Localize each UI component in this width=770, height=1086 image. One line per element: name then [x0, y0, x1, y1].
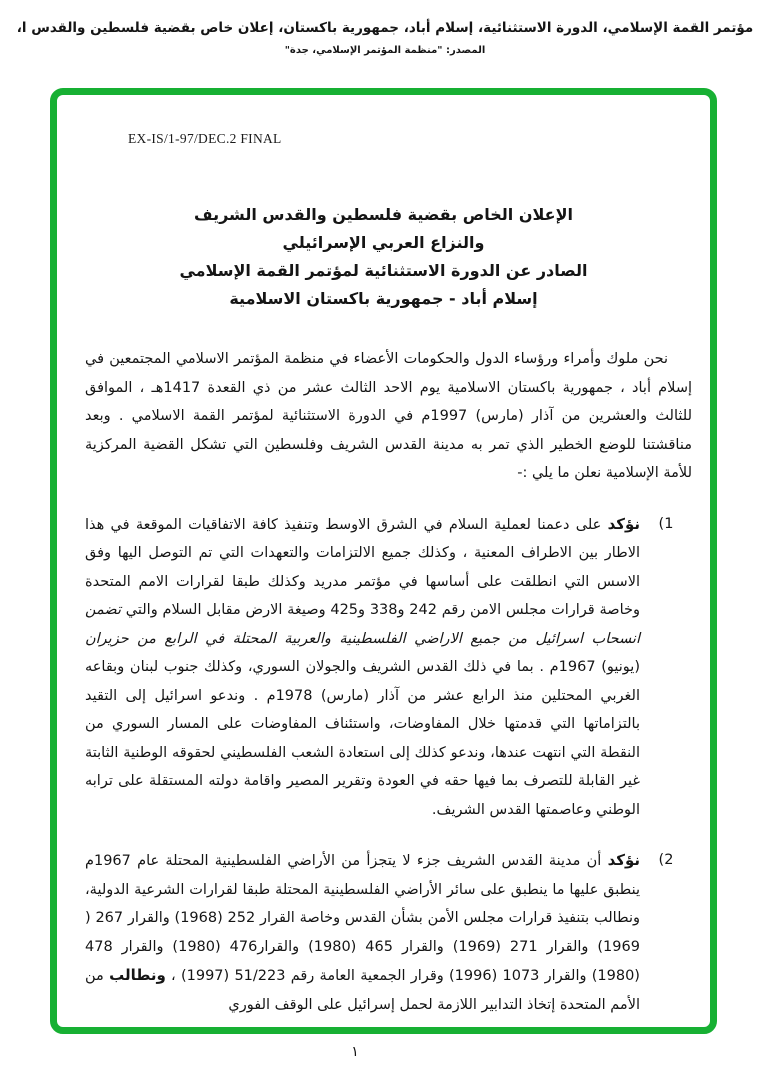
clause-2-lead-word: نؤكد	[607, 851, 640, 869]
document-title-block	[57, 201, 710, 313]
document-title-line-3: الصادر عن الدورة الاستثنائية لمؤتمر القمة الإسلامي	[179, 261, 588, 280]
clause-item-2	[85, 846, 692, 1019]
document-reference: EX-IS/1-97/DEC.2 FINAL	[128, 131, 282, 146]
clause-1-lead-word: نؤكد	[607, 514, 640, 533]
clause-2-bold-word: ونطالب	[109, 966, 166, 984]
clause-1-body-b: (يونيو) 1967م . بما في ذلك القدس الشريف والجولان السوري، وكذلك جنوب لبنان وبقاعه الغربي المحتلين منذ الرابع عشر من آذار (مارس) 1978م . وندعو اسرائيل إلى التقيد بالتزاماتها التي قدمتها خلال المفاوضات، واستئناف المفاوضات على المسار السوري من النقطة التي انتهت عندها، وندعو كذلك إلى استعادة الشعب الفلسطيني لحقوقه الوطنية الثابتة غير القابلة للتصرف بما فيها حقه في العودة وتقرير المصير واقامة دولته المستقلة على ترابه الوطني وعاصمتها القدس الشريف.	[85, 659, 640, 818]
preamble-paragraph: نحن ملوك وأمراء ورؤساء الدول والحكومات الأعضاء في منظمة المؤتمر الاسلامي المجتمعين في إسلام أباد ، جمهورية باكستان الاسلامية يوم الاحد الثالث عشر من ذي القعدة 1417هـ ، الموافق للثالث والعشرين من آذار (مارس) 1997م في الدورة الاستثنائية لمؤتمر القمة الاسلامي . وبعد مناقشتنا للوضع الخطير الذي تمر به مدينة القدس الشريف وفلسطين التي تشكل القضية المركزية للأمة الإسلامية نعلن ما يلي :-	[85, 351, 692, 481]
clause-2-number: (2	[658, 852, 674, 868]
document-title-line-2: والنزاع العربي الإسرائيلي	[282, 233, 485, 252]
masthead-source-line: المصدر: "منظمة المؤتمر الإسلامي، جدة"	[284, 45, 486, 56]
document-title-line-4: إسلام أباد - جمهورية باكستان الاسلامية	[229, 289, 538, 308]
clause-1-italic-passage: تضمن انسحاب اسرائيل من جميع الاراضي الفلسطينية والعربية المحتلة في الرابع من حزيران	[85, 602, 640, 647]
clause-1-body-a: على دعمنا لعملية السلام في الشرق الاوسط وتنفيذ كافة الاتفاقيات الموقعة في هذا الاطار بين الاطراف المعنية ، وكذلك جميع الالتزامات والتعهدات التي تم التوصل اليها وفق الاسس التي انطلقت على أساسها في مؤتمر مدريد وكذلك طبقا لقرارات الامم المتحدة وخاصة قرارات مجلس الامن رقم 242 و338 و425 وصيغة الارض مقابل السلام والتي	[85, 516, 640, 618]
masthead	[0, 18, 770, 56]
document-frame	[50, 88, 717, 1034]
clause-2-body-b: من الأمم المتحدة إتخاذ التدابير اللازمة لحمل إسرائيل على الوقف الفوري	[85, 968, 640, 1013]
clause-2-text	[85, 846, 640, 1019]
masthead-title: مؤتمر القمة الإسلامي، الدورة الاستثنائية، إسلام أباد، جمهورية باكستان، إعلان خاص بقضية فلسطين والقدس ا،	[16, 20, 754, 36]
clause-1-text	[85, 510, 640, 825]
clause-1-number: (1	[658, 515, 674, 532]
page-number: ١	[351, 1044, 359, 1060]
document-title-line-1: الإعلان الخاص بقضية فلسطين والقدس الشريف	[194, 205, 573, 224]
clause-2-body-a: أن مدينة القدس الشريف جزء لا يتجزأ من الأراضي الفلسطينية المحتلة عام 1967م ينطبق عليها ما ينطبق على سائر الأراضي الفلسطينية المحتلة طبقا لقرارات الشرعية الدولية، ونطالب بتنفيذ قرارات مجلس الأمن بشأن القدس وخاصة القرار 252 (1968) والقرار 267 ( 1969) والقرار 271 (1969) والقرار 465 (1980) والقرار476 (1980) والقرار 478 (1980) والقرار 1073 (1996) وقرار الجمعية العامة رقم 51/223 (1997) ،	[85, 853, 640, 984]
clause-item-1	[85, 510, 692, 825]
